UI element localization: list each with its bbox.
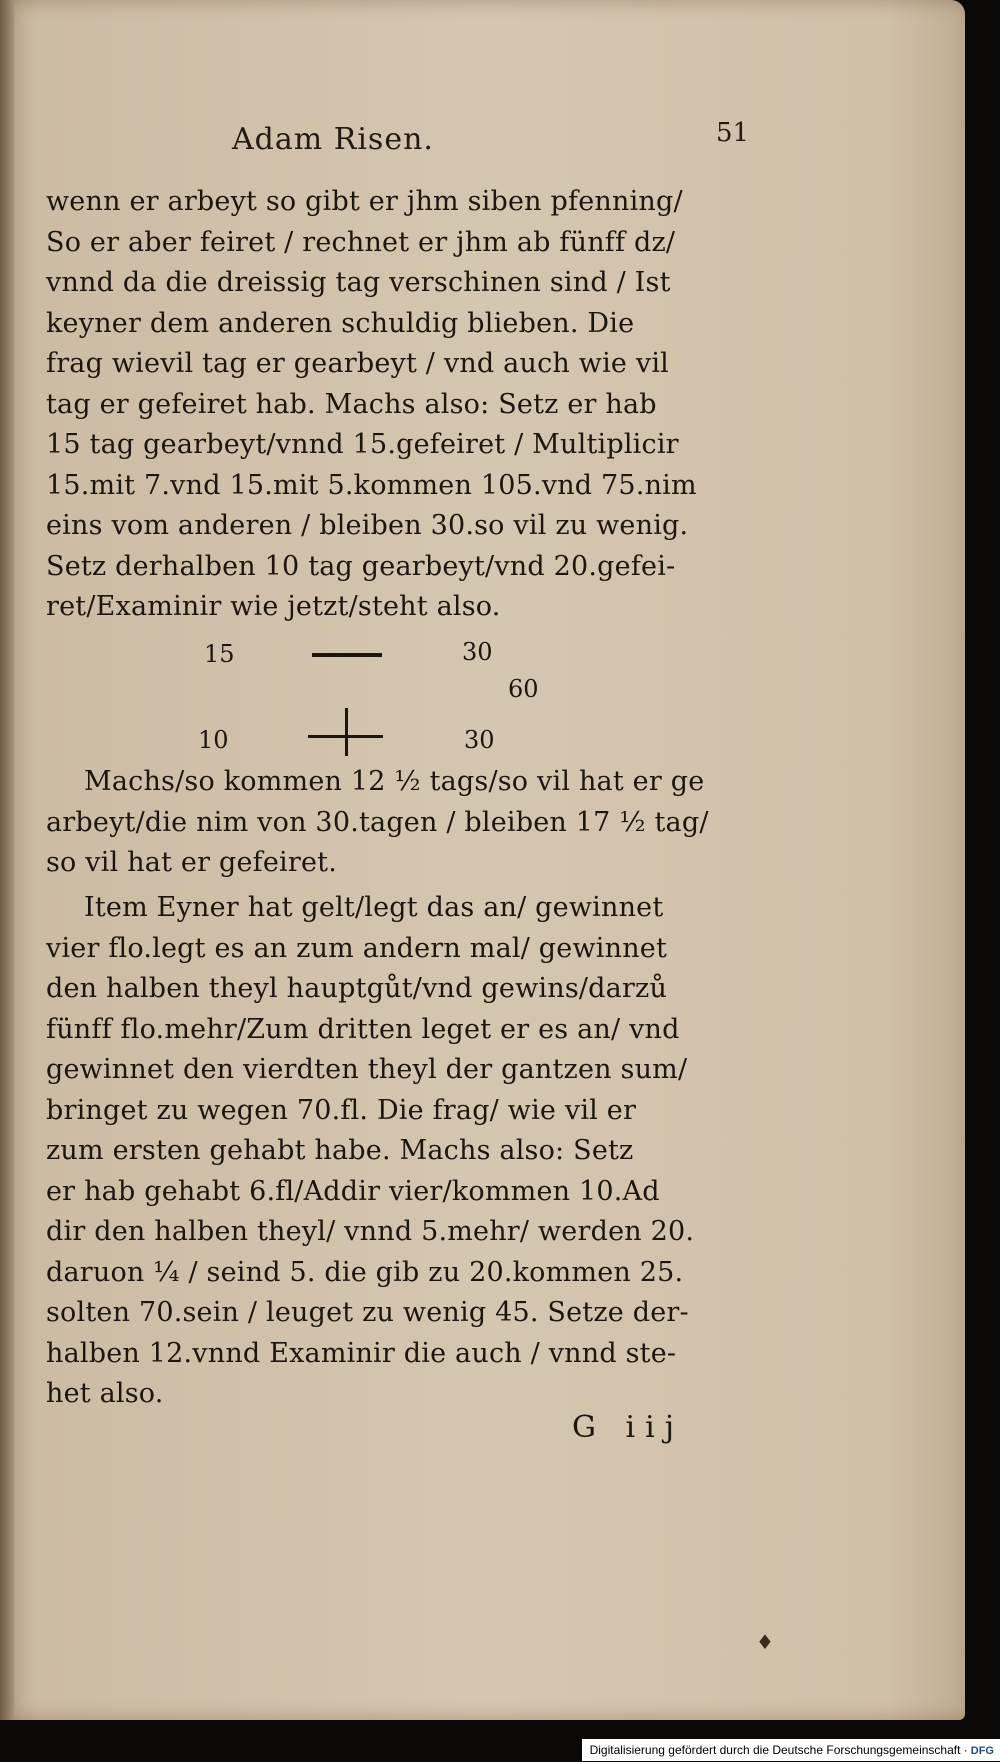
text-line: het also. — [46, 1378, 164, 1409]
digitization-footer — [582, 1739, 1000, 1761]
diagram-top-right: 30 — [462, 638, 493, 666]
text-line: Item Eyner hat gelt/legt das an/ gewinnet — [84, 892, 664, 923]
page-binding-edge — [0, 0, 14, 1720]
false-position-diagram — [180, 640, 580, 760]
text-line: fünff flo.mehr/Zum dritten leget er es an/ vnd — [46, 1013, 680, 1045]
text-line: zum ersten gehabt habe. Machs also: Setz — [46, 1135, 634, 1166]
diagram-cross-vertical — [345, 708, 348, 756]
diagram-top-left: 15 — [204, 640, 235, 668]
text-line: 15 tag gearbeyt/vnnd 15.gefeiret / Multiplicir — [46, 429, 679, 460]
text-line: tag er gefeiret hab. Machs also: Setz er hab — [46, 388, 657, 420]
paragraph-3 — [46, 888, 766, 1415]
text-line: Setz derhalben 10 tag gearbeyt/vnd 20.gefei- — [46, 550, 676, 582]
text-line: halben 12.vnnd Examinir die auch / vnnd ste- — [46, 1337, 677, 1369]
paragraph-2 — [46, 762, 766, 884]
text-line: keyner dem anderen schuldig blieben. Die — [46, 307, 635, 339]
dfg-logo: DFG — [970, 1745, 994, 1757]
text-line: wenn er arbeyt so gibt er jhm siben pfenning/ — [46, 186, 683, 217]
text-line: vier flo.legt es an zum andern mal/ gewinnet — [46, 932, 668, 964]
text-line: frag wievil tag er gearbeyt / vnd auch wie vil — [46, 348, 669, 379]
footer-text: Digitalisierung gefördert durch die Deutsche Forschungsgemeinschaft · — [589, 1743, 968, 1757]
text-line: arbeyt/die nim von 30.tagen / bleiben 17 ½ tag/ — [46, 806, 709, 838]
text-line: Machs/so kommen 12 ½ tags/so vil hat er ge — [84, 766, 705, 797]
ink-dot-ornament: ♦ — [756, 1630, 774, 1654]
text-line: daruon ¼ / seind 5. die gib zu 20.kommen 25. — [46, 1256, 684, 1288]
diagram-bottom-left: 10 — [198, 726, 229, 754]
text-line: 15.mit 7.vnd 15.mit 5.kommen 105.vnd 75.nim — [46, 469, 697, 501]
running-head — [0, 118, 965, 162]
diagram-dash — [312, 653, 382, 657]
text-line: solten 70.sein / leuget zu wenig 45. Setze der- — [46, 1297, 689, 1328]
page-number: 51 — [716, 118, 750, 148]
diagram-bottom-right: 30 — [464, 726, 495, 754]
text-line: vnnd da die dreissig tag verschinen sind / Ist — [46, 267, 671, 298]
text-line: den halben theyl hauptgůt/vnd gewins/darzů — [46, 973, 668, 1004]
diagram-middle-right: 60 — [508, 675, 539, 703]
text-line: ret/Examinir wie jetzt/steht also. — [46, 591, 501, 622]
text-line: so vil hat er gefeiret. — [46, 847, 337, 878]
text-line: eins vom anderen / bleiben 30.so vil zu wenig. — [46, 510, 689, 541]
text-line: So er aber feiret / rechnet er jhm ab fünff dz/ — [46, 226, 676, 258]
text-line: gewinnet den vierdten theyl der gantzen sum/ — [46, 1054, 688, 1085]
paragraph-1 — [46, 182, 766, 628]
text-line: er hab gehabt 6.fl/Addir vier/kommen 10.Ad — [46, 1175, 660, 1207]
signature-mark: G iij — [572, 1410, 684, 1445]
running-head-title: Adam Risen. — [232, 122, 434, 157]
text-line: dir den halben theyl/ vnnd 5.mehr/ werden 20. — [46, 1216, 695, 1247]
text-line: bringet zu wegen 70.fl. Die frag/ wie vil er — [46, 1094, 637, 1126]
